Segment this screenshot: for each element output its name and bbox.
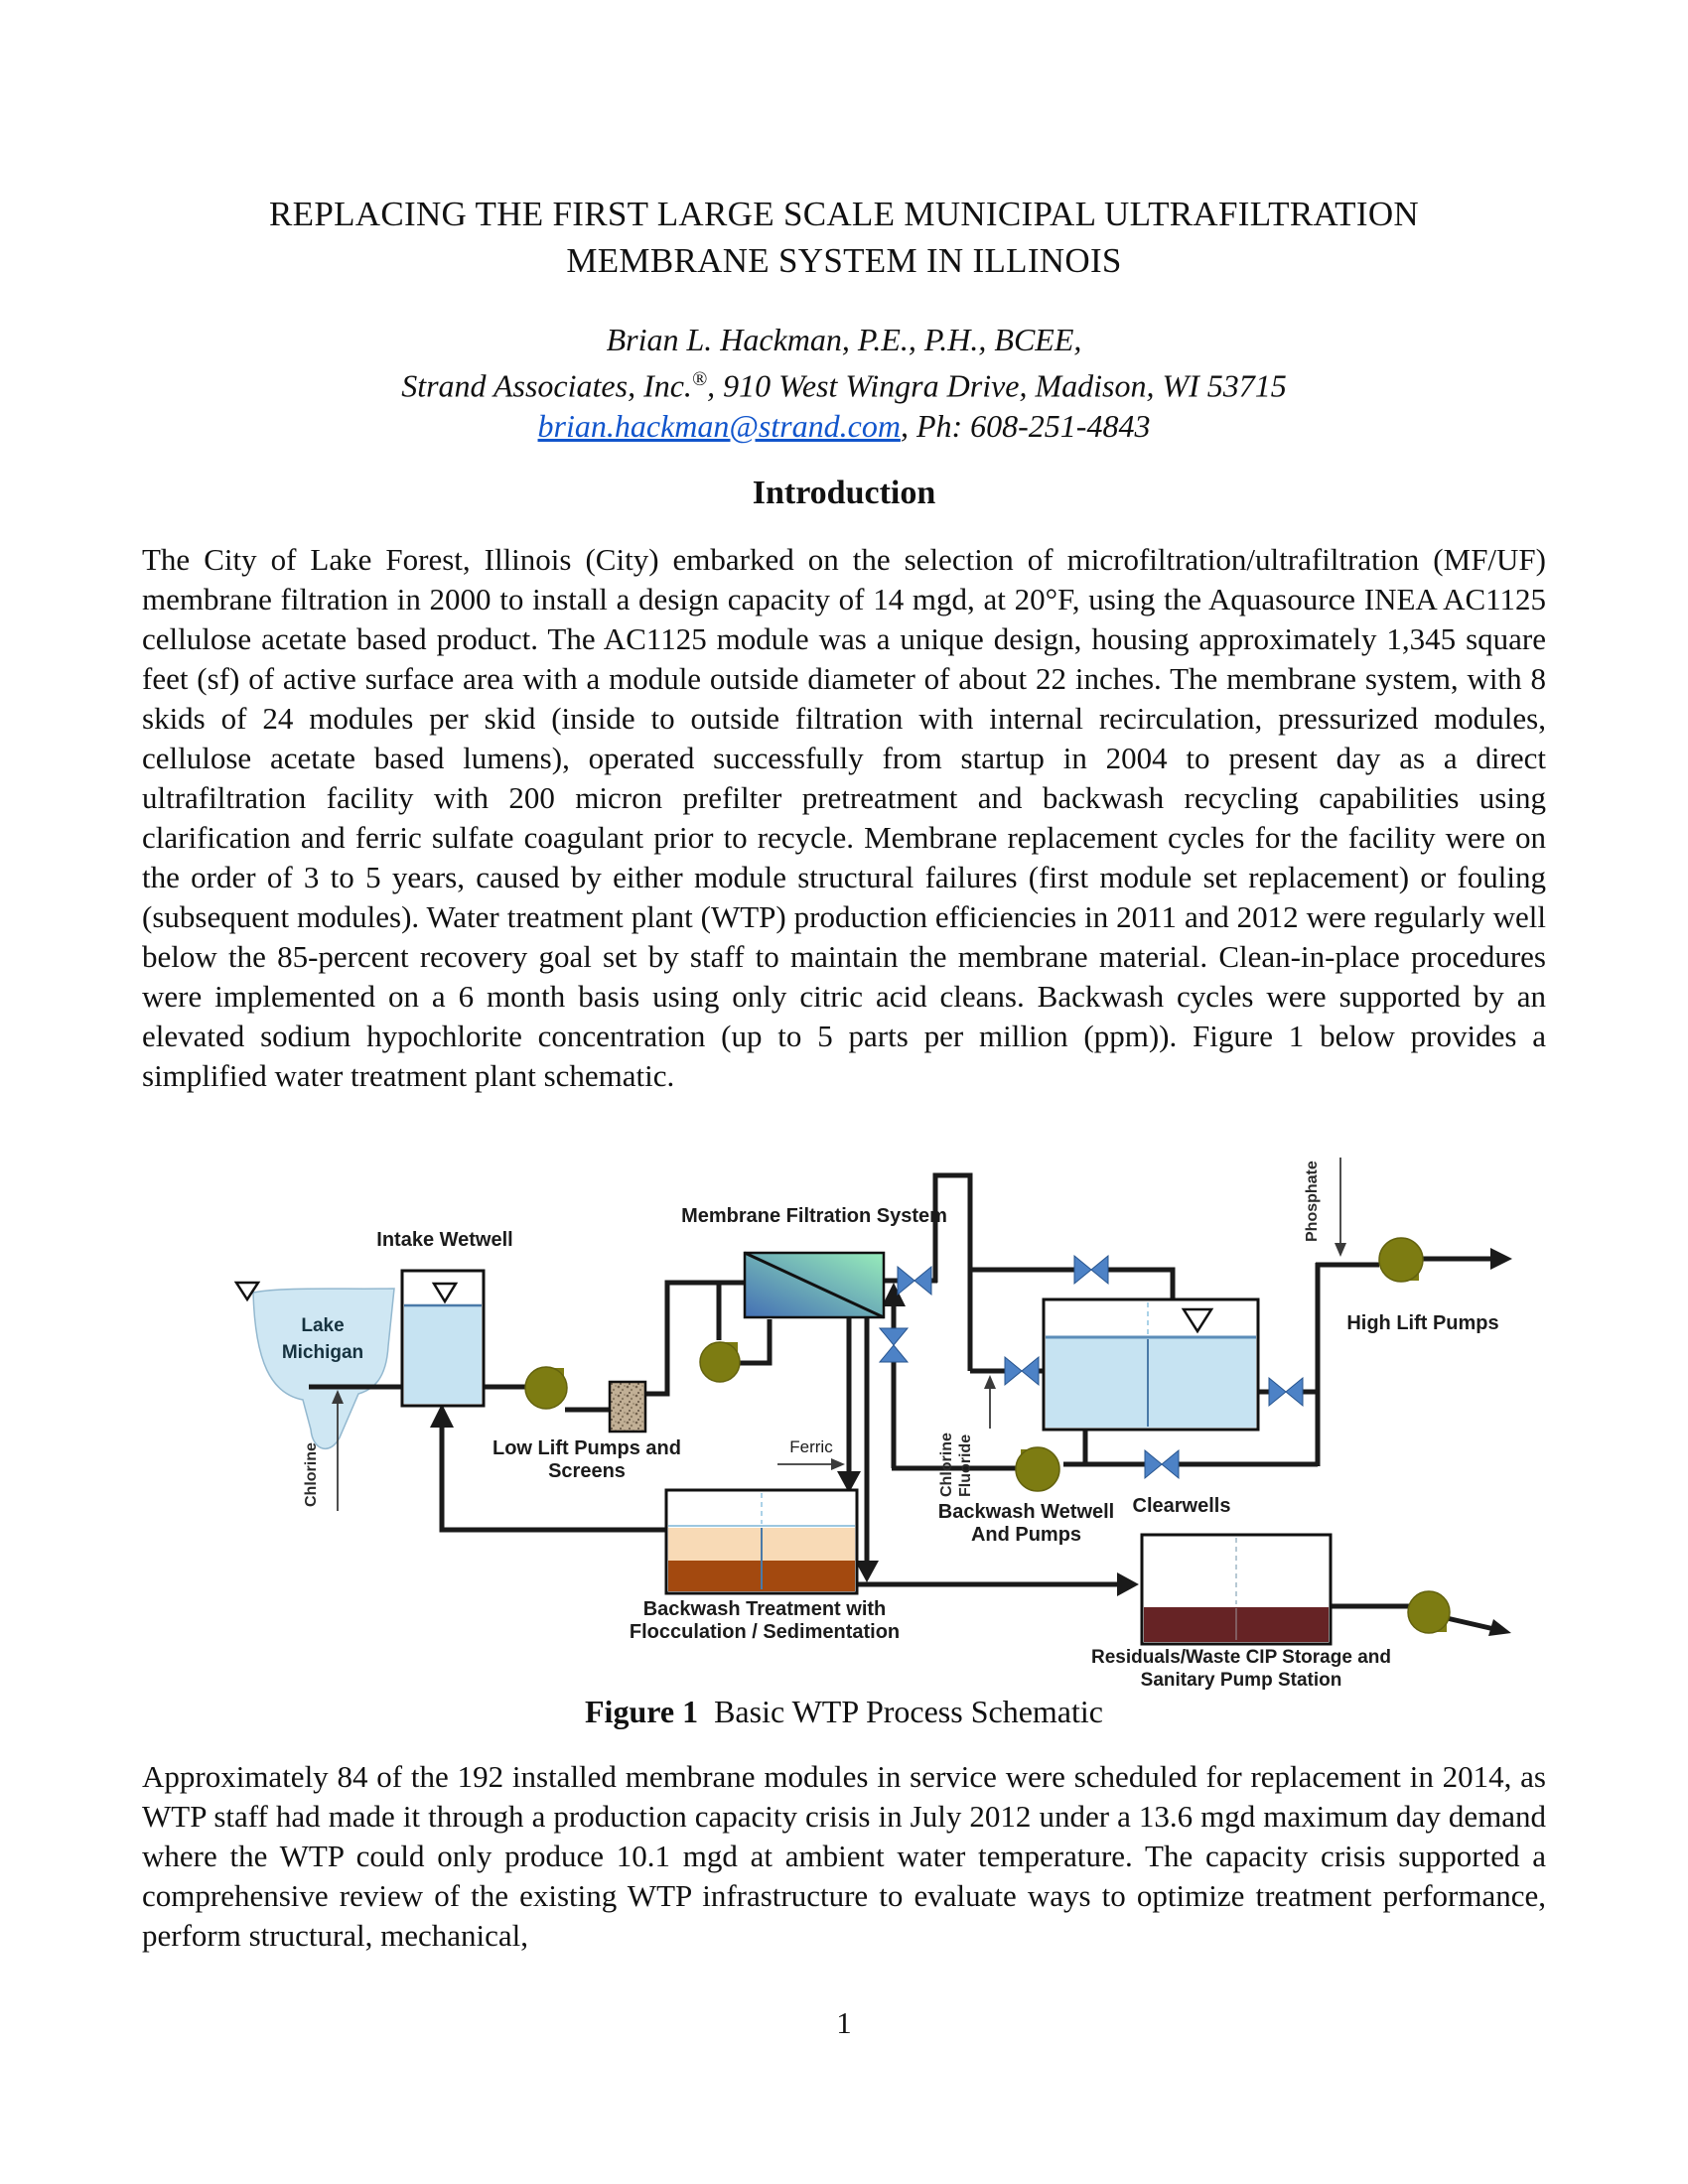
author-block <box>142 320 1546 446</box>
pump-icon <box>700 1342 740 1382</box>
section-heading-introduction: Introduction <box>752 475 936 511</box>
label-chlorine-fluoride <box>938 1382 974 1497</box>
paper-title-line2: MEMBRANE SYSTEM IN ILLINOIS <box>566 241 1122 280</box>
paper-title-line1: REPLACING THE FIRST LARGE SCALE MUNICIPAL ULTRAFILTRATION <box>269 195 1419 233</box>
label-lake-michigan <box>265 1312 380 1366</box>
label-lake-line2: Michigan <box>281 1342 364 1363</box>
pump-icon <box>1016 1447 1059 1491</box>
label-lake-line1: Lake <box>301 1315 345 1336</box>
label-membrane-filtration-system: Membrane Filtration System <box>681 1205 947 1227</box>
label-low-lift-pumps: Low Lift Pumps and Screens <box>492 1437 681 1482</box>
affiliation-pre: Strand Associates, Inc. <box>401 367 692 404</box>
label-ferric: Ferric <box>789 1437 833 1456</box>
backwash-treatment-tank <box>666 1490 857 1593</box>
label-backwash-treatment-line1: Backwash Treatment with <box>642 1598 887 1620</box>
author-contact <box>142 406 1546 446</box>
valve-icon <box>880 1328 908 1362</box>
email-link[interactable]: brian.hackman@strand.com <box>537 407 901 444</box>
label-phosphate: Phosphate <box>1304 1160 1321 1242</box>
label-intake-wetwell: Intake Wetwell <box>376 1229 513 1251</box>
label-backwash-wetwell-line1: Backwash Wetwell <box>937 1501 1115 1523</box>
valve-icon <box>1269 1378 1303 1406</box>
label-chlorine-clearwell: Chlorine <box>938 1433 955 1497</box>
pump-icon <box>525 1367 567 1409</box>
valve-icon <box>898 1267 931 1295</box>
author-name: Brian L. Hackman, P.E., P.H., BCEE, <box>606 322 1082 357</box>
label-residuals-line1: Residuals/Waste CIP Storage and <box>1091 1647 1391 1668</box>
label-fluoride: Fluoride <box>957 1433 974 1497</box>
intro-paragraph-1: The City of Lake Forest, Illinois (City) embarked on the selection of microfiltration/ultrafiltration (MF/UF) membrane filtration in 2000 to install a design capacity of 14 mgd, at 20°F, using the Aquasource INEA AC1125 cellulose acetate based product. The AC1125 module was a unique design, housing approximately 1,345 square feet (sf) of active surface area with a module outside diameter of about 22 inches. The membrane system, with 8 skids of 24 modules per skid (inside to outside filtration with internal recirculation, pressurized modules, cellulose acetate based lumens), operated successfully from startup in 2004 to present day as a direct ultrafiltration facility with 200 micron prefilter pretreatment and backwash recycling capabilities using clarification and ferric sulfate coagulant prior to recycle. Membrane replacement cycles for the facility were on the order of 3 to 5 years, caused by either module structural failures (first module set replacement) or fouling (subsequent modules). Water treatment plant (WTP) production efficiencies in 2011 and 2012 were regularly well below the 85-percent recovery goal set by staff to maintain the membrane material. Clean-in-place procedures were implemented on a 6 month basis using only citric acid cleans. Backwash cycles were supported by an elevated sodium hypochlorite concentration (up to 5 parts per million (ppm)). Figure 1 below provides a simplified water treatment plant schematic. <box>142 542 1546 1093</box>
author-phone: , Ph: 608-251-4843 <box>900 407 1151 444</box>
label-chlorine-intake: Chlorine <box>303 1442 320 1508</box>
screen-icon <box>610 1382 645 1432</box>
author-affiliation <box>142 359 1546 406</box>
body-paragraph-2: Approximately 84 of the 192 installed membrane modules in service were scheduled for replacement in 2014, as WTP staff had made it through a production capacity crisis in July 2012 under a 13.6 mgd maximum day demand where the WTP could only produce 10.1 mgd at ambient water temperature. The capacity crisis supported a comprehensive review of the existing WTP infrastructure to evaluate ways to optimize treatment performance, perform structural, mechanical, <box>142 1759 1546 1953</box>
label-high-lift-pumps: High Lift Pumps <box>1346 1312 1499 1334</box>
page-number: 1 <box>836 2005 852 2040</box>
label-backwash-wetwell <box>934 1501 1118 1547</box>
affiliation-post: , 910 West Wingra Drive, Madison, WI 53715 <box>707 367 1287 404</box>
label-backwash-treatment <box>621 1598 909 1644</box>
residuals-storage-tank <box>1142 1535 1331 1644</box>
figure-caption-label: Figure 1 <box>585 1694 699 1729</box>
valve-icon <box>1074 1256 1108 1284</box>
valve-icon <box>1005 1357 1039 1385</box>
label-clearwells: Clearwells <box>1132 1495 1231 1517</box>
valve-icon <box>1145 1450 1179 1478</box>
figure-caption <box>142 1694 1546 1730</box>
pump-icon <box>1408 1591 1450 1633</box>
membrane-filtration-unit <box>745 1253 884 1317</box>
pump-icon <box>1379 1238 1423 1282</box>
paper-title <box>142 191 1546 284</box>
label-residuals <box>1077 1646 1405 1692</box>
label-backwash-wetwell-line2: And Pumps <box>970 1524 1082 1546</box>
registered-mark: ® <box>691 368 708 390</box>
clearwell-tank <box>1044 1299 1258 1430</box>
figure-caption-text: Basic WTP Process Schematic <box>714 1694 1103 1729</box>
label-backwash-treatment-line2: Flocculation / Sedimentation <box>629 1621 901 1643</box>
intake-wetwell-tank <box>402 1271 484 1406</box>
figure-1-process-schematic <box>223 1144 1524 1702</box>
label-residuals-line2: Sanitary Pump Station <box>1140 1670 1342 1691</box>
